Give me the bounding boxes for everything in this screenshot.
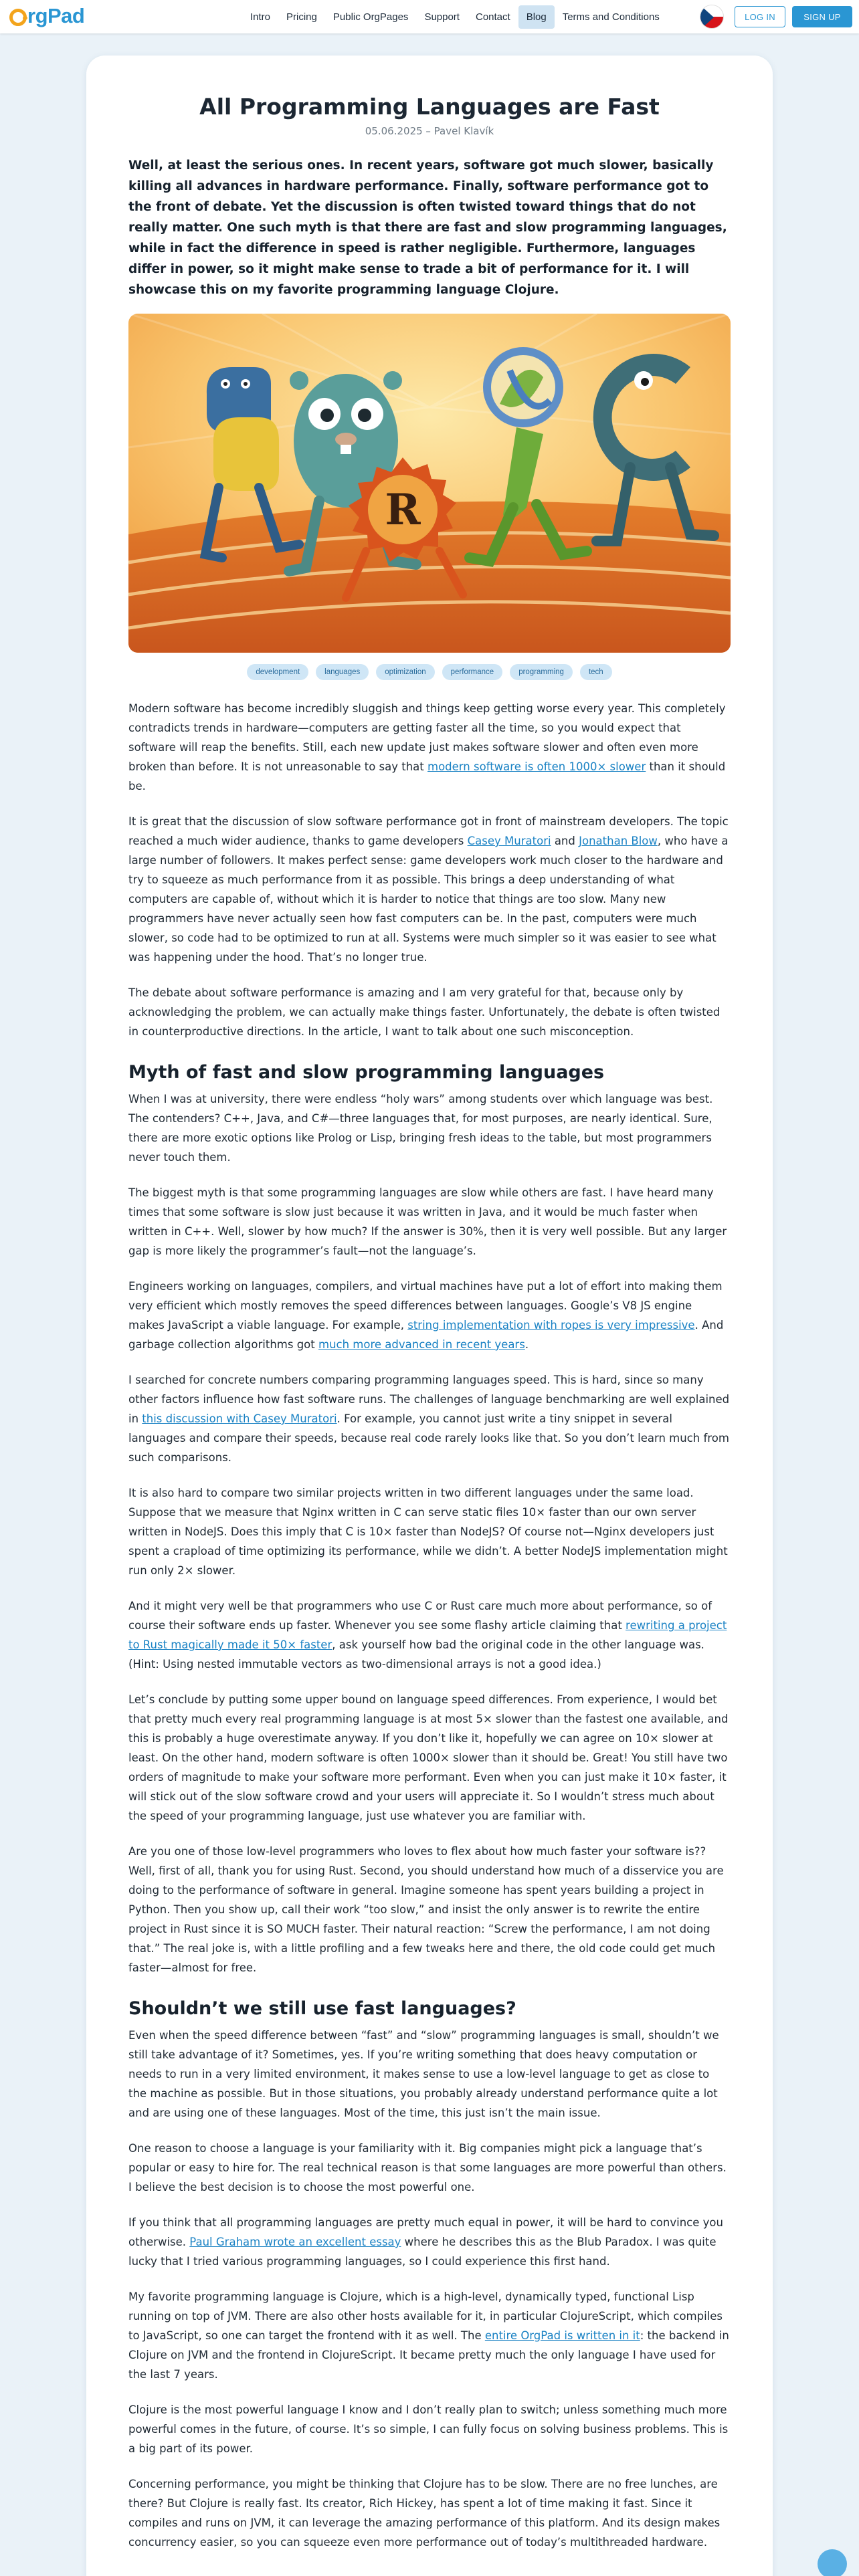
paragraph-2: It is great that the discussion of slow software performance got in front of mainstream developers. The topic reached a much wider audience, thanks to game developers Casey Muratori and Jonathan Blow, who have a large number of followers. It makes perfect sense: game developers work much closer to the hardware and try to squeeze as much performance from it as possible. This brings a deep understanding of what computers are capable of, without which it is harder to notice that things are too slow. Many new programmers have never actually seen how fast computers can be. In the past, computers were much slower, so code had to be optimized to run at all. Systems were much simpler so it was easier to see what was happening under the hood. That’s no longer true.: [128, 815, 729, 964]
article-lead: Well, at least the serious ones. In recent years, software got much slower, basically killing all advances in hardware performance. Finally, software performance got to the front of debate. Yet the discussion is often twisted toward things that do not really matter. One such myth is that there are fast and slow programming languages, while in fact the difference in speed is rather negligible. Furthermore, languages differ in power, so it might make sense to trade a bit of performance for it. I will showcase this on my favorite programming language Clojure.: [128, 158, 727, 297]
orgpad-logo[interactable]: [9, 4, 84, 28]
logo-o-icon: [9, 9, 27, 26]
tag-optimization[interactable]: optimization: [376, 664, 434, 680]
link-string-ropes[interactable]: string implementation with ropes is very impressive: [407, 1319, 695, 1331]
tag-programming[interactable]: programming: [510, 664, 573, 680]
paragraph-6: Engineers working on languages, compilers, and virtual machines have put a lot of effort into making them very efficient which mostly removes the speed differences between languages. Google’s V8 JS engine makes JavaScript a viable language. For example, string implementation with ropes is very impressive. And garbage collection algorithms got much more advanced in recent years.: [128, 1280, 724, 1351]
paragraph-7: I searched for concrete numbers comparing programming languages speed. This is hard, since so many other factors influence how fast software runs. The challenges of language benchmarking are well explained in this discussion with Casey Muratori. For example, you cannot just write a tiny snippet in several languages and compare their speeds, because real code rarely looks like that. So you don’t learn much from such comparisons.: [128, 1374, 730, 1464]
paragraph-13: One reason to choose a language is your familiarity with it. Big companies might pick a language that’s popular or easy to hire for. The real technical reason is that some languages are more powerful than others. I believe the best decision is to choose the most powerful one.: [128, 2142, 727, 2193]
tag-development[interactable]: development: [247, 664, 308, 680]
tag-tech[interactable]: tech: [580, 664, 612, 680]
paragraph-4: When I was at university, there were endless “holy wars” among students over which language was best. The contenders? C++, Java, and C#—three languages that, for most purposes, are nearly identical. Sure, there are more exotic options like Prolog or Lisp, bringing fresh ideas to the table, but most programmers never touch them.: [128, 1093, 713, 1164]
article-meta: 05.06.2025 – Pavel Klavík: [365, 125, 494, 137]
signup-button[interactable]: SIGN UP: [792, 6, 852, 27]
link-orgpad-clojure[interactable]: entire OrgPad is written in it: [484, 2329, 640, 2342]
paragraph-17: Concerning performance, you might be thinking that Clojure has to be slow. There are no free lunches, are there? But Clojure is really fast. Its creator, Rich Hickey, has spent a lot of time making it fast. Since it compiles and runs on JVM, it can leverage the amazing performance of this platform. And its design makes concurrency easier, so you can squeeze even more performance out of today’s multithreaded hardware.: [128, 2478, 721, 2549]
link-discussion-casey[interactable]: this discussion with Casey Muratori: [142, 1412, 337, 1425]
paragraph-8: It is also hard to compare two similar projects written in two different languages under the same load. Suppose that we measure that Nginx written in C can serve static files 10× faster than our own server written in NodeJS. Does this imply that C is 10× faster than NodeJS? Of course not—Nginx developers just spent a crapload of time optimizing its performance, while we didn’t. A better NodeJS implementation might run only 2× slower.: [128, 1487, 728, 1577]
article-content: [128, 94, 731, 2552]
paragraph-16: Clojure is the most powerful language I know and I don’t really plan to switch; unless something much more powerful comes in the future, of course. It’s so simple, I can fully focus on solving business problems. This is a big part of its power.: [128, 2403, 729, 2455]
tag-languages[interactable]: languages: [316, 664, 369, 680]
svg-text:R: R: [385, 485, 421, 535]
paragraph-9: And it might very well be that programmers who use C or Rust care much more about performance, so of course their software ends up faster. Whenever you see some flashy article claiming that rewriting a project to Rust magically made it 50× faster, ask yourself how bad the original code in the other language was. (Hint: Using nested immutable vectors as two-dimensional arrays is not a good idea.): [128, 1600, 727, 1671]
link-rust-rewrite[interactable]: rewriting a project to Rust magically made it 50× faster: [128, 1619, 727, 1651]
paragraph-10: Let’s conclude by putting some upper bound on language speed differences. From experience, I would bet that pretty much every real programming language is at most 5× slower than the fastest one available, and this is probably a huge overestimate anyway. If you don’t like it, hopefully we can agree on 10× slower at least. On the other hand, modern software is often 1000× slower than it should be. Great! You still have two orders of magnitude to make your software more performant. Even when you can just make it 10× faster, it will stick out of the slow software crowd and your users will appreciate it. So I wouldn’t stress much about the speed of your programming language, just use whatever you are familiar with.: [128, 1693, 729, 1822]
link-modern-software-1000x-slower[interactable]: modern software is often 1000× slower: [427, 760, 646, 773]
paragraph-1: Modern software has become incredibly sluggish and things keep getting worse every year. This completely contradicts trends in hardware—computers are getting faster all the time, so you would expect that software will reap the benefits. Still, each new update just makes software slower and often even more broken than before. It is not unreasonable to say that modern software is often 1000× slower than it should be.: [128, 702, 726, 792]
article-tags: [128, 664, 731, 680]
paragraph-14: If you think that all programming languages are pretty much equal in power, it will be hard to convince you otherwise. Paul Graham wrote an excellent essay where he describes this as the Blub Paradox. I was quite lucky that I tried various programming languages, so I could experience this first hand.: [128, 2216, 723, 2268]
nav-link-public-orgpages[interactable]: Public OrgPages: [332, 11, 409, 23]
paragraph-15: My favorite programming language is Clojure, which is a high-level, dynamically typed, functional Lisp running on top of JVM. There are also other hosts available for it, in particular ClojureScript, which compiles to JavaScript, so one can target the frontend with it as well. The entire OrgPad is written in it: the backend in Clojure on JVM and the frontend in ClojureScript. It became pretty much the only language I have used for the last 7 years.: [128, 2290, 729, 2381]
nav-link-support[interactable]: Support: [424, 11, 460, 23]
heading-fast-languages: Shouldn’t we still use fast languages?: [128, 1998, 516, 2019]
login-button[interactable]: LOG IN: [735, 6, 785, 27]
nav-link-pricing[interactable]: Pricing: [286, 11, 317, 23]
nav-link-contact[interactable]: Contact: [475, 11, 510, 23]
nav-link-blog[interactable]: Blog: [518, 5, 555, 29]
article-title: All Programming Languages are Fast: [199, 94, 660, 120]
paragraph-11: Are you one of those low-level programmers who loves to flex about how much faster your software is?? Well, first of all, thank you for using Rust. Second, you should understand how much of a disservice you are doing to the performance of software in general. Imagine someone has spent years building a project in Python. Then you show up, call their work “too slow,” and insist the only answer is to rewrite the entire project in Rust since it is SO MUCH faster. Their natural reaction: “Screw the performance, I am not doing that.” The real joke is, with a little profiling and a few tweaks here and there, the old code could get much faster—almost for free.: [128, 1845, 724, 1974]
link-garbage-collection[interactable]: much more advanced in recent years: [318, 1338, 525, 1351]
paragraph-3: The debate about software performance is amazing and I am very grateful for that, because only by acknowledging the problem, we can actually make things faster. Unfortunately, the debate is often twisted in counterproductive directions. In the article, I want to talk about one such misconception.: [128, 986, 721, 1038]
chat-widget-button[interactable]: [818, 2549, 847, 2576]
link-jonathan-blow[interactable]: Jonathan Blow: [579, 835, 658, 847]
nav-link-intro[interactable]: Intro: [250, 11, 271, 23]
paragraph-12: Even when the speed difference between “fast” and “slow” programming languages is small, shouldn’t we still take advantage of it? Sometimes, yes. If you’re writing something that does heavy computation or needs to run in a very limited environment, it makes sense to use a low-level language to get as close to the machine as possible. But in those situations, you probably already understand performance quite a lot and are using one of these languages. Most of the time, this just isn’t the main issue.: [128, 2029, 719, 2119]
paragraph-5: The biggest myth is that some programming languages are slow while others are fast. I have heard many times that some software is slow just because it was written in Java, and it would be much faster when written in C++. Well, slower by how much? If the answer is 30%, then it is very well possible. But any larger gap is more likely the programmer’s fault—not the language’s.: [128, 1186, 727, 1257]
heading-myth: Myth of fast and slow programming languages: [128, 1062, 605, 1083]
nav-links: [242, 5, 668, 28]
nav-link-terms[interactable]: Terms and Conditions: [562, 11, 660, 23]
logo-text: rgPad: [27, 4, 85, 27]
top-navbar: [0, 0, 859, 33]
link-casey-muratori[interactable]: Casey Muratori: [467, 835, 551, 847]
hero-illustration: [128, 314, 731, 653]
link-paul-graham-essay[interactable]: Paul Graham wrote an excellent essay: [189, 2236, 401, 2248]
czech-flag-icon[interactable]: [700, 5, 724, 29]
tag-performance[interactable]: performance: [442, 664, 503, 680]
